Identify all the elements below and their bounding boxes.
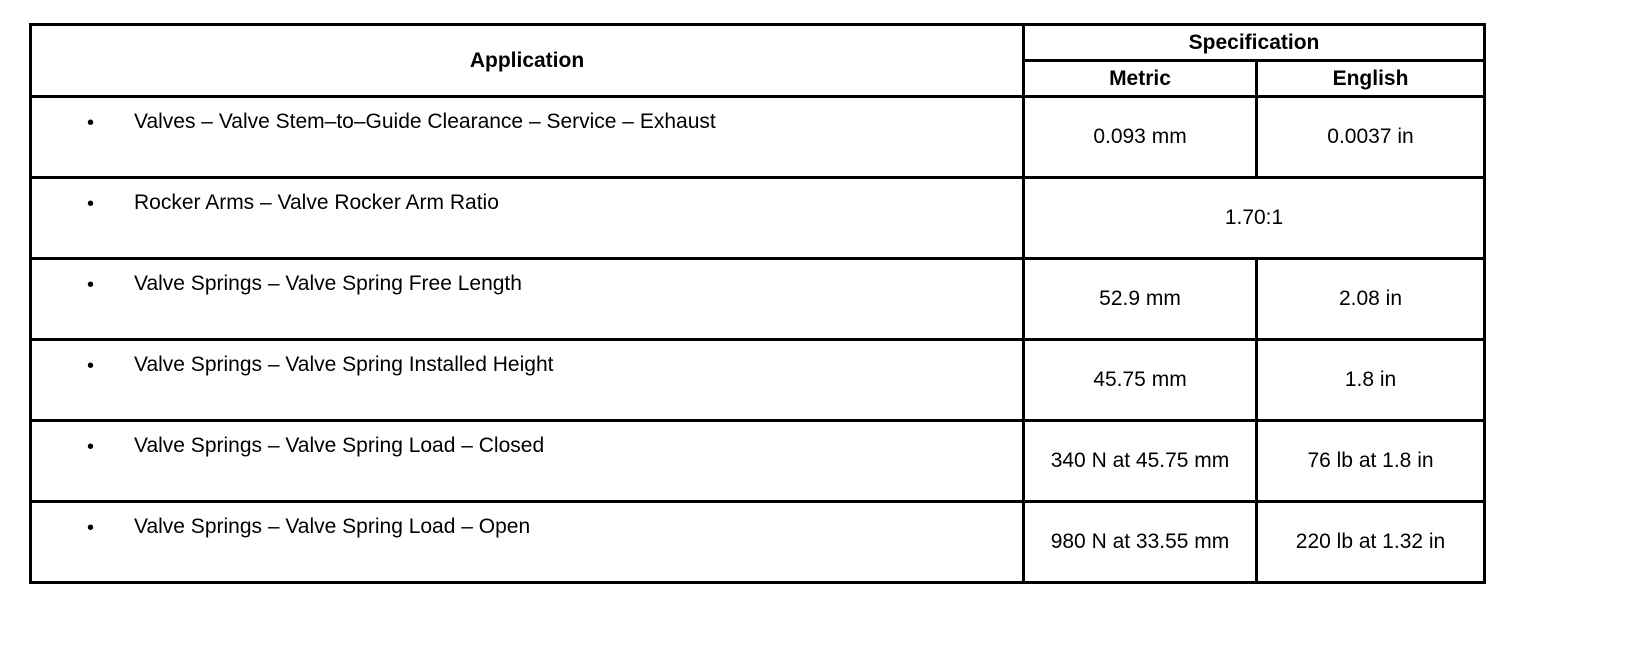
application-cell [31, 178, 1024, 259]
application-cell [31, 340, 1024, 421]
application-header: Application [31, 25, 1024, 97]
metric-value: 980 N at 33.55 mm [1024, 502, 1257, 583]
english-value: 76 lb at 1.8 in [1257, 421, 1485, 502]
table-row [31, 259, 1485, 340]
application-text: Valve Springs – Valve Spring Installed Height [134, 353, 554, 376]
specification-header: Specification [1024, 25, 1485, 61]
application-text: Valves – Valve Stem–to–Guide Clearance – Service – Exhaust [134, 110, 716, 133]
metric-value: 0.093 mm [1024, 97, 1257, 178]
bullet-icon: • [87, 193, 95, 215]
metric-value: 52.9 mm [1024, 259, 1257, 340]
english-value: 1.8 in [1257, 340, 1485, 421]
metric-value: 340 N at 45.75 mm [1024, 421, 1257, 502]
combined-value: 1.70:1 [1024, 178, 1485, 259]
application-cell [31, 97, 1024, 178]
application-text: Valve Springs – Valve Spring Load – Open [134, 515, 531, 538]
metric-header: Metric [1024, 61, 1257, 97]
english-value: 2.08 in [1257, 259, 1485, 340]
table-row [31, 97, 1485, 178]
specification-table [29, 23, 1486, 584]
english-value: 0.0037 in [1257, 97, 1485, 178]
bullet-icon: • [87, 112, 95, 134]
bullet-icon: • [87, 436, 95, 458]
application-text: Valve Springs – Valve Spring Free Length [134, 272, 522, 295]
application-text: Valve Springs – Valve Spring Load – Closed [134, 434, 545, 457]
bullet-icon: • [87, 274, 95, 296]
english-value: 220 lb at 1.32 in [1257, 502, 1485, 583]
english-header: English [1257, 61, 1485, 97]
bullet-icon: • [87, 517, 95, 539]
application-text: Rocker Arms – Valve Rocker Arm Ratio [134, 191, 499, 214]
application-cell [31, 421, 1024, 502]
table-row [31, 502, 1485, 583]
metric-value: 45.75 mm [1024, 340, 1257, 421]
application-cell [31, 259, 1024, 340]
table-row [31, 421, 1485, 502]
table-row [31, 340, 1485, 421]
table-row [31, 178, 1485, 259]
bullet-icon: • [87, 355, 95, 377]
application-cell [31, 502, 1024, 583]
